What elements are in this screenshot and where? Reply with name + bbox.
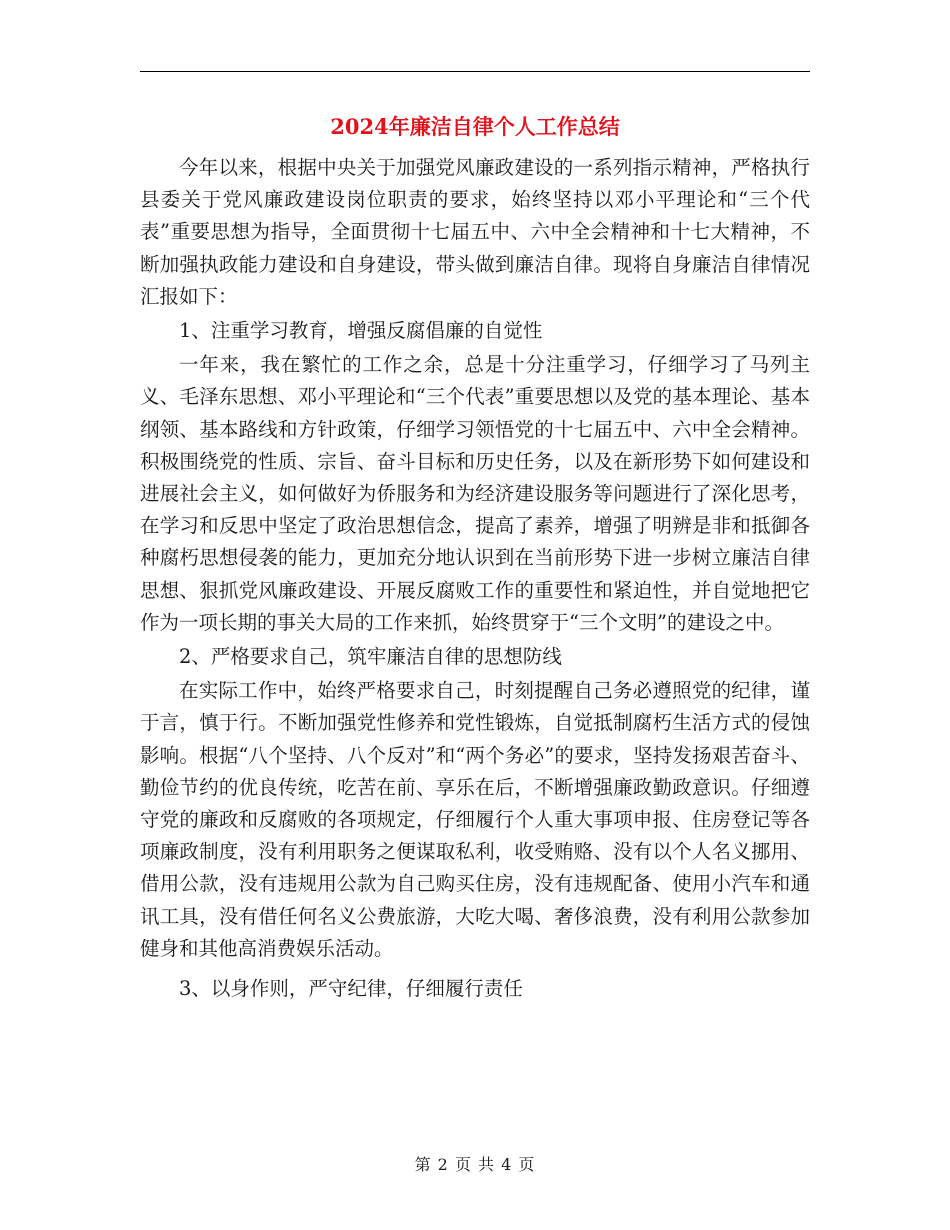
header-rule — [140, 71, 810, 72]
page-number-footer: 第 2 页 共 4 页 — [414, 1155, 536, 1174]
section-heading-1: 1、注重学习教育，增强反腐倡廉的自觉性 — [179, 319, 543, 343]
section-2-paragraph: 在实际工作中，始终严格要求自己，时刻提醒自己务必遵照党的纪律，谨于言，慎于行。不断加强党性修养和党性锻炼，自觉抵制腐朽生活方式的侵蚀影响。根据“八个坚持、八个反对”和“两个务必”的要求，坚持发扬艰苦奋斗、勤俭节约的优良传统，吃苦在前、享乐在后，不断增强廉政勤政意识。仔细遵守党的廉政和反腐败的各项规定，仔细履行个人重大事项申报、住房登记等各项廉政制度，没有利用职务之便谋取私利，收受贿赂、没有以个人名义挪用、借用公款，没有违规用公款为自己购买住房，没有违规配备、使用小汽车和通讯工具，没有借任何名义公费旅游，大吃大喝、奢侈浪费，没有利用公款参加健身和其他高消费娱乐活动。 — [140, 679, 810, 960]
document-title: 2024年廉洁自律个人工作总结 — [330, 114, 620, 139]
section-heading-3: 3、以身作则，严守纪律，仔细履行责任 — [179, 977, 523, 1001]
section-heading-2: 2、严格要求自己，筑牢廉洁自律的思想防线 — [179, 645, 562, 669]
section-1-paragraph: 一年来，我在繁忙的工作之余，总是十分注重学习，仔细学习了马列主义、毛泽东思想、邓小平理论和“三个代表”重要思想以及党的基本理论、基本纲领、基本路线和方针政策，仔细学习领悟党的十七届五中、六中全会精神。积极围绕党的性质、宗旨、奋斗目标和历史任务，以及在新形势下如何建设和进展社会主义，如何做好为侨服务和为经济建设服务等问题进行了深化思考，在学习和反思中坚定了政治思想信念，提高了素养，增强了明辨是非和抵御各种腐朽思想侵袭的能力，更加充分地认识到在当前形势下进一步树立廉洁自律思想、狠抓党风廉政建设、开展反腐败工作的重要性和紧迫性，并自觉地把它作为一项长期的事关大局的工作来抓，始终贯穿于“三个文明”的建设之中。 — [140, 353, 810, 634]
intro-paragraph: 今年以来，根据中央关于加强党风廉政建设的一系列指示精神，严格执行县委关于党风廉政建设岗位职责的要求，始终坚持以邓小平理论和“三个代表”重要思想为指导，全面贯彻十七届五中、六中全会精神和十七大精神，不断加强执政能力建设和自身建设，带头做到廉洁自律。现将自身廉洁自律情况汇报如下： — [140, 156, 810, 308]
document-body — [140, 152, 810, 1007]
